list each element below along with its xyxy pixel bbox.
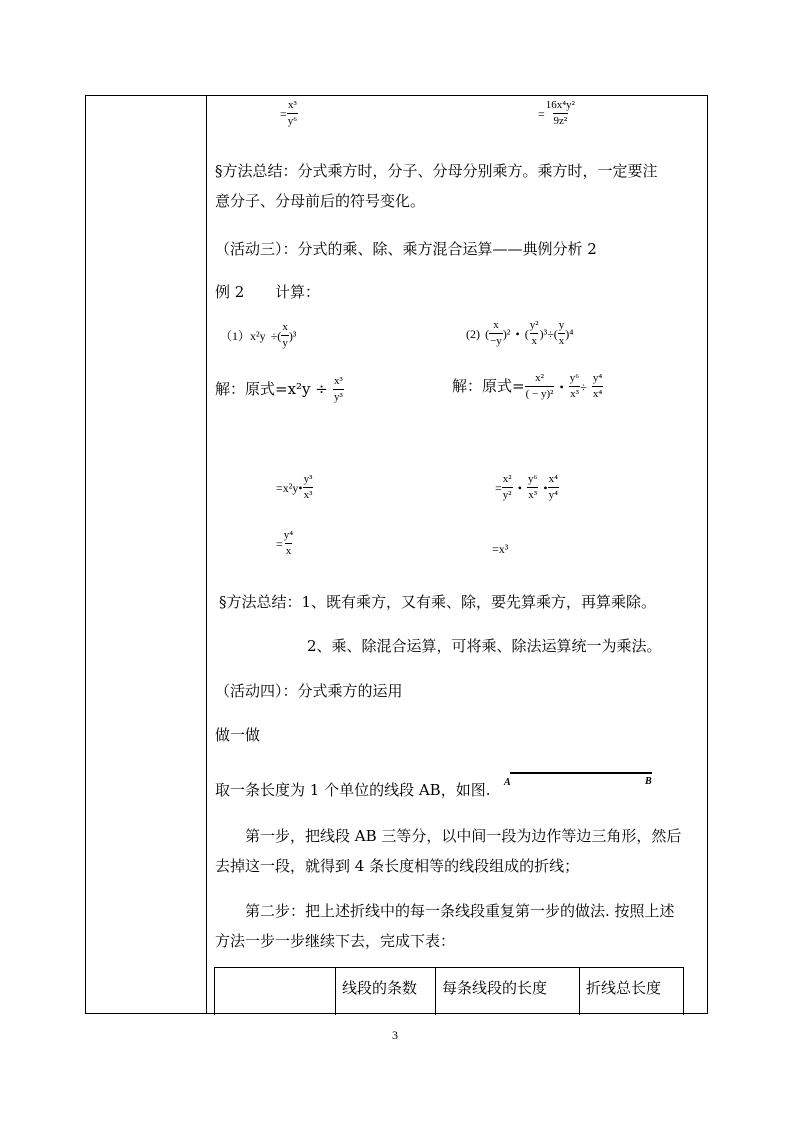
step1-line2: 去掉这一段，就得到 4 条长度相等的线段组成的折线； xyxy=(215,857,580,875)
table-header-total: 折线总长度 xyxy=(586,979,662,997)
step1-line1: 第一步，把线段 AB 三等分，以中间一段为边作等边三角形，然后 xyxy=(245,827,682,845)
example2-label: 例 2 xyxy=(215,283,245,301)
solution-1-step3: = $\frac{\text{y⁴}}{x}$ xyxy=(276,529,294,557)
activity3-heading: （活动三）：分式的乘、除、乘方混合运算——典例分析 2 xyxy=(215,240,597,258)
segment-label-b: B xyxy=(645,776,652,787)
step2-line2: 方法一步一步继续下去，完成下表： xyxy=(215,932,456,950)
fraction: $\frac{\text{16x⁴y²}}{\text{9z²}}$ xyxy=(545,99,575,127)
table-header-count: 线段的条数 xyxy=(342,979,418,997)
solution-2-step3: =x³ xyxy=(492,542,509,556)
summary2-line2: 2、乘、除混合运算，可将乘、除法运算统一为乘法。 xyxy=(307,637,662,655)
problem-1: （1）x²y ÷( $\frac{x}{y}$ )³ xyxy=(220,321,297,349)
outer-table xyxy=(85,95,708,1014)
result-right: = $\frac{\text{16x⁴y²}}{\text{9z²}}$ xyxy=(538,99,575,127)
result-left: = $\frac{\text{x³}}{\text{y⁶}}$ xyxy=(280,99,298,127)
segment-ab xyxy=(510,772,652,774)
solution-1-step2: =x²y• $\frac{\text{y³}}{\text{x³}}$ xyxy=(276,473,313,501)
table-divider xyxy=(335,968,336,1015)
table-header-length: 每条线段的长度 xyxy=(442,979,548,997)
table-column-divider xyxy=(206,96,207,1013)
summary1-line1: §方法总结：分式乘方时，分子、分母分别乘方。乘方时，一定要注 xyxy=(215,162,658,180)
take-segment-text: 取一条长度为 1 个单位的线段 AB，如图. xyxy=(215,781,491,799)
segment-label-a: A xyxy=(504,777,511,788)
problem-2: (2) ( $\frac{x}{-y}$ )² • ( $\frac{\text{y²}}{x}$ )³÷( $\frac{y}{x}$ )⁴ xyxy=(466,319,574,347)
table-divider xyxy=(579,968,580,1015)
table-divider xyxy=(435,968,436,1015)
activity4-heading: （活动四）：分式乘方的运用 xyxy=(215,682,403,700)
solution-2-step2: = $\frac{\text{x²}}{\text{y²}}$ • $\frac{\text{y⁶}}{\text{x³}}$ • $\frac{\text{x⁴}}{\text{y⁴}}$ xyxy=(495,473,558,501)
solution-1: 解：原式=x²y ÷ $\frac{\text{x³}}{\text{y³}}$ xyxy=(215,375,343,403)
fraction: $\frac{\text{x³}}{\text{y⁶}}$ xyxy=(287,99,298,127)
summary2-line1: §方法总结：1、既有乘方，又有乘、除，要先算乘方，再算乘除。 xyxy=(219,593,657,611)
doit-heading: 做一做 xyxy=(215,726,261,744)
progress-table xyxy=(214,967,684,1015)
step2-line1: 第二步：把上述折线中的每一条线段重复第一步的做法. 按照上述 xyxy=(245,902,675,920)
example2-text: 计算： xyxy=(275,283,321,301)
page-number: 3 xyxy=(392,1028,398,1042)
summary1-line2: 意分子、分母前后的符号变化。 xyxy=(215,192,426,210)
solution-2: 解：原式= $\frac{\text{x²}}{\text{( − y)²}}$ • $\frac{\text{y⁶}}{\text{x³}}$ ÷ $\frac{\text{y⁴}}{\text{x⁴}}$ xyxy=(452,372,603,400)
